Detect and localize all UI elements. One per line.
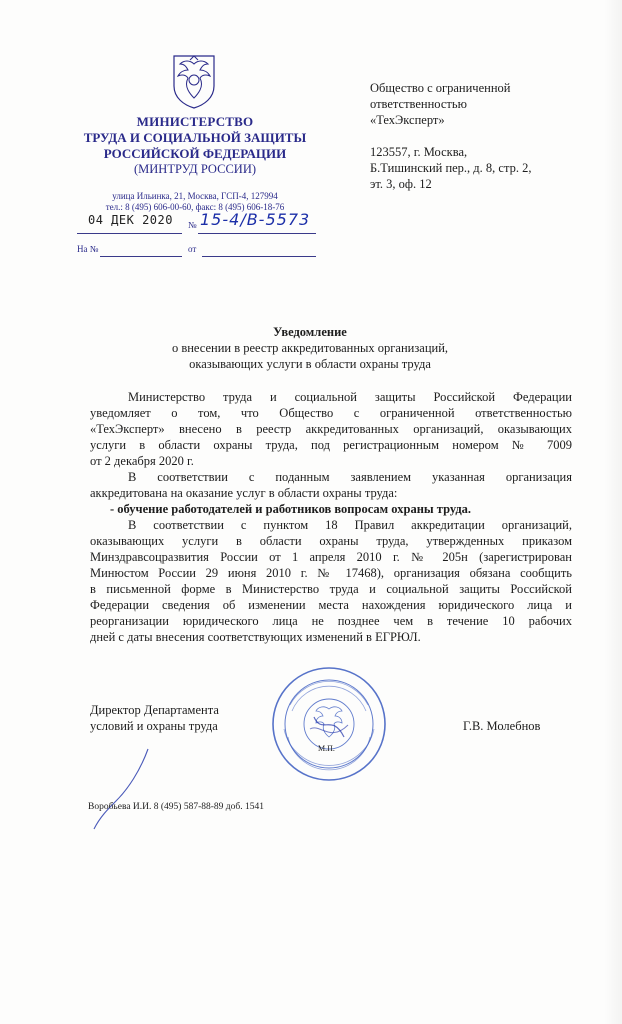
body-line: реорганизации юридического лица не позднее чем в течение 10 рабочих xyxy=(90,614,572,628)
ministry-phones: тел.: 8 (495) 606-00-60, факс: 8 (495) 606-18-76 xyxy=(105,202,285,212)
ministry-line-3: РОССИЙСКОЙ ФЕДЕРАЦИИ xyxy=(103,146,287,161)
executor-contact: Воробьева И.И. 8 (495) 587-88-89 доб. 1541 xyxy=(88,802,264,812)
document-subtitle-1: о внесении в реестр аккредитованных организаций, xyxy=(171,341,449,355)
signatory-position-line-1: Директор Департамента xyxy=(90,703,219,717)
registration-number-handwritten: 15-4/В-5573 xyxy=(200,210,311,229)
registration-date-stamp: 04 ДЕК 2020 xyxy=(88,213,173,227)
stamp-label: М.П. xyxy=(318,744,335,753)
body-line: Министерство труда и социальной защиты Российской Федерации xyxy=(128,390,572,404)
signatory-name: Г.В. Молебнов xyxy=(463,719,541,733)
signatory-position-line-2: условий и охраны труда xyxy=(90,719,218,733)
number-underline xyxy=(198,233,316,234)
ministry-address: улица Ильинка, 21, Москва, ГСП-4, 127994 xyxy=(112,191,278,201)
body-line: аккредитована на оказание услуг в области охраны труда: xyxy=(90,486,398,500)
date-underline xyxy=(77,233,182,234)
official-seal-stamp-icon xyxy=(270,665,388,783)
body-line: «ТехЭксперт» внесено в реестр аккредитованных организаций, оказывающих xyxy=(90,422,572,436)
ministry-line-1: МИНИСТЕРСТВО xyxy=(136,114,254,129)
number-label: № xyxy=(188,220,197,230)
scan-edge-shadow xyxy=(604,0,622,1024)
reference-date-label: от xyxy=(188,244,197,254)
body-line: Федерации сведения об изменении места нахождения юридического лица и xyxy=(90,598,572,612)
service-item: - обучение работодателей и работников вопросам охраны труда. xyxy=(110,502,472,516)
ministry-short-name: (МИНТРУД РОССИИ) xyxy=(133,162,257,176)
ministry-line-2: ТРУДА И СОЦИАЛЬНОЙ ЗАЩИТЫ xyxy=(83,130,307,145)
recipient-line-7: эт. 3, оф. 12 xyxy=(370,177,432,191)
body-line: В соответствии с пунктом 18 Правил аккредитации организаций, xyxy=(128,518,572,532)
reference-number-label: На № xyxy=(77,244,99,254)
body-line: от 2 декабря 2020 г. xyxy=(90,454,194,468)
body-line: уведомляет о том, что Общество с ограниченной ответственностью xyxy=(90,406,572,420)
reference-date-underline xyxy=(202,256,316,257)
body-line: в письменной форме в Министерство труда и социальной защиты Российской xyxy=(90,582,572,596)
body-line: дней с даты внесения соответствующих изменений в ЕГРЮЛ. xyxy=(90,630,421,644)
recipient-line-3: «ТехЭксперт» xyxy=(370,113,445,127)
document-title: Уведомление xyxy=(273,325,347,339)
reference-number-underline xyxy=(100,256,182,257)
body-line: Минздравсоцразвития России от 1 апреля 2010 г. № 205н (зарегистрирован xyxy=(90,550,572,564)
recipient-line-6: Б.Тишинский пер., д. 8, стр. 2, xyxy=(370,161,532,175)
recipient-line-2: ответственностью xyxy=(370,97,467,111)
body-line: услуги в области охраны труда, под регистрационным номером № 7009 xyxy=(90,438,572,452)
body-line: оказывающих услуги в области охраны труда, утвержденных приказом xyxy=(90,534,572,548)
document-subtitle-2: оказывающих услуги в области охраны труда xyxy=(189,357,431,371)
recipient-line-5: 123557, г. Москва, xyxy=(370,145,468,159)
handwritten-signature-icon xyxy=(88,745,168,835)
body-line: В соответствии с поданным заявлением указанная организация xyxy=(128,470,572,484)
coat-of-arms-emblem-icon xyxy=(168,52,220,110)
body-line: Минюстом России 29 июня 2010 г. № 17468), организация обязана сообщить xyxy=(90,566,572,580)
recipient-line-1: Общество с ограниченной xyxy=(370,81,511,95)
